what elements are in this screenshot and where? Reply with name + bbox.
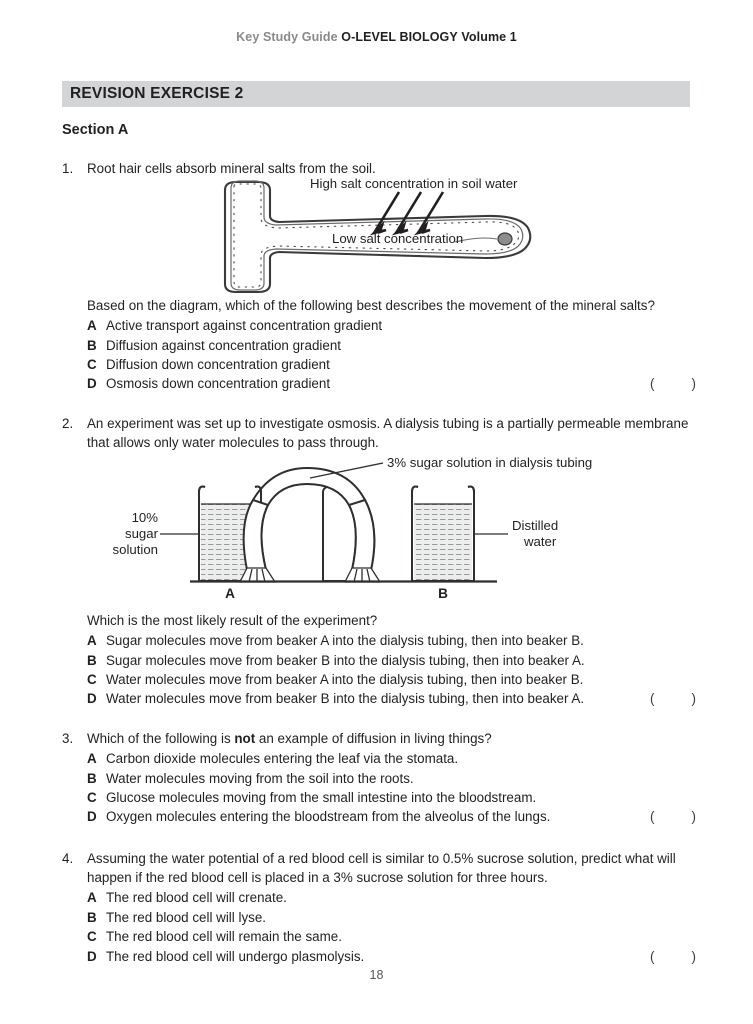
bracket-open: ( [650,691,655,707]
option-letter: B [87,909,97,925]
question-2 [62,414,692,452]
option-text: Sugar molecules move from beaker A into the dialysis tubing, then into beaker B. [106,633,584,649]
question-4-options [62,888,696,966]
answer-bracket[interactable] [650,947,696,966]
option-row[interactable] [87,807,696,826]
option-row[interactable] [87,689,696,708]
option-text: Water molecules move from beaker B into the dialysis tubing, then into beaker A. [106,691,585,707]
bracket-close: ) [691,376,696,392]
option-row[interactable] [87,316,692,335]
option-text: The red blood cell will lyse. [106,909,267,925]
option-letter: C [87,672,97,688]
figure-1-label-top: High salt concentration in soil water [310,176,518,191]
option-letter: C [87,357,97,373]
option-letter: A [87,751,97,767]
figure-2-beaker-b-label: B [438,586,448,601]
option-text: The red blood cell will crenate. [106,890,287,906]
option-text: Active transport against concentration gradient [106,318,383,334]
option-text: Glucose molecules moving from the small intestine into the bloodstream. [106,790,537,806]
bracket-close: ) [691,809,696,825]
option-letter: A [87,890,97,906]
answer-bracket[interactable] [650,807,696,826]
option-letter: B [87,337,97,353]
figure-2-label-tubing: 3% sugar solution in dialysis tubing [387,455,593,470]
option-letter: A [87,318,97,334]
figure-root-hair-cell [0,176,753,296]
option-letter: A [87,633,97,649]
page-number: 18 [369,968,384,982]
option-letter: C [87,929,97,945]
question-2-prompt: Which is the most likely result of the experiment? [87,613,378,628]
question-1-options [62,316,696,394]
question-2-stem: An experiment was set up to investigate osmosis. A dialysis tubing is a partially permeable membrane that allows only water molecules to pass through. [87,416,689,451]
figure-2-label-right-2: water [524,534,557,549]
option-letter: D [87,948,97,964]
option-text: Oxygen molecules entering the bloodstream from the alveolus of the lungs. [106,809,551,825]
question-1-prompt: Based on the diagram, which of the following best describes the movement of the mineral salts? [87,298,655,313]
option-row[interactable] [87,336,692,355]
figure-2-label-left-1: 10% [131,510,158,525]
option-letter: B [87,770,97,786]
option-row[interactable] [87,749,692,768]
figure-2-label-left-3: solution [112,542,158,557]
answer-bracket[interactable] [650,689,696,708]
option-row[interactable] [87,788,692,807]
option-row[interactable] [87,355,692,374]
question-3-stem-part-2: an example of diffusion in living things? [255,731,492,746]
option-letter: B [87,652,97,668]
bracket-close: ) [691,691,696,707]
option-text: Water molecules moving from the soil into the roots. [106,770,414,786]
option-row[interactable] [87,374,696,393]
question-1-body [62,296,696,394]
header-volume: Volume 1 [461,30,517,44]
running-header [0,30,753,44]
revision-exercise-banner [62,81,690,107]
option-letter: D [87,809,97,825]
bracket-close: ) [691,948,696,964]
question-2-body [62,611,696,709]
option-letter: D [87,376,97,392]
bracket-open: ( [650,376,655,392]
figure-2-label-left-2: sugar [125,526,158,541]
option-row[interactable] [87,670,692,689]
question-1-number: 1. [62,161,74,176]
option-text: Sugar molecules move from beaker B into the dialysis tubing, then into beaker A. [106,652,585,668]
question-2-number: 2. [62,416,74,431]
question-1-stem: Root hair cells absorb mineral salts from the soil. [87,161,376,176]
header-series-name: Key Study Guide [236,30,338,44]
option-text: Diffusion down concentration gradient [106,357,330,373]
option-text: Water molecules move from beaker A into the dialysis tubing, then into beaker B. [106,672,584,688]
question-4 [62,849,696,966]
option-letter: C [87,790,97,806]
question-2-options [62,631,696,709]
question-3 [62,729,696,827]
option-text: Carbon dioxide molecules entering the leaf via the stomata. [106,751,459,767]
figure-2-beaker-a-label: A [225,586,235,601]
option-row[interactable] [87,908,692,927]
option-row[interactable] [87,927,692,946]
option-row[interactable] [87,947,696,966]
option-row[interactable] [87,631,692,650]
figure-2-label-right-1: Distilled [512,518,559,533]
option-text: Osmosis down concentration gradient [106,376,331,392]
section-title: Section A [62,122,129,138]
banner-title: REVISION EXERCISE 2 [70,85,244,102]
option-row[interactable] [87,651,692,670]
answer-bracket[interactable] [650,374,696,393]
figure-1-label-inner: Low salt concentration [332,231,464,246]
bracket-open: ( [650,809,655,825]
option-letter: D [87,691,97,707]
option-row[interactable] [87,888,692,907]
option-text: Diffusion against concentration gradient [106,337,341,353]
question-3-stem-part-1: Which of the following is [87,731,235,746]
figure-dialysis-experiment [0,452,753,602]
question-3-stem-emphasis: not [234,731,256,746]
question-4-stem: Assuming the water potential of a red blood cell is similar to 0.5% sucrose solution, predict what will happen if the red blood cell is placed in a 3% sucrose solution for three hours. [87,851,676,886]
option-text: The red blood cell will undergo plasmolysis. [106,948,365,964]
bracket-open: ( [650,948,655,964]
header-subject: O-LEVEL BIOLOGY [341,30,458,44]
question-4-number: 4. [62,851,74,866]
question-3-options [62,749,696,827]
option-text: The red blood cell will remain the same. [106,929,342,945]
question-3-number: 3. [62,731,74,746]
question-3-stem [87,729,692,748]
option-row[interactable] [87,769,692,788]
